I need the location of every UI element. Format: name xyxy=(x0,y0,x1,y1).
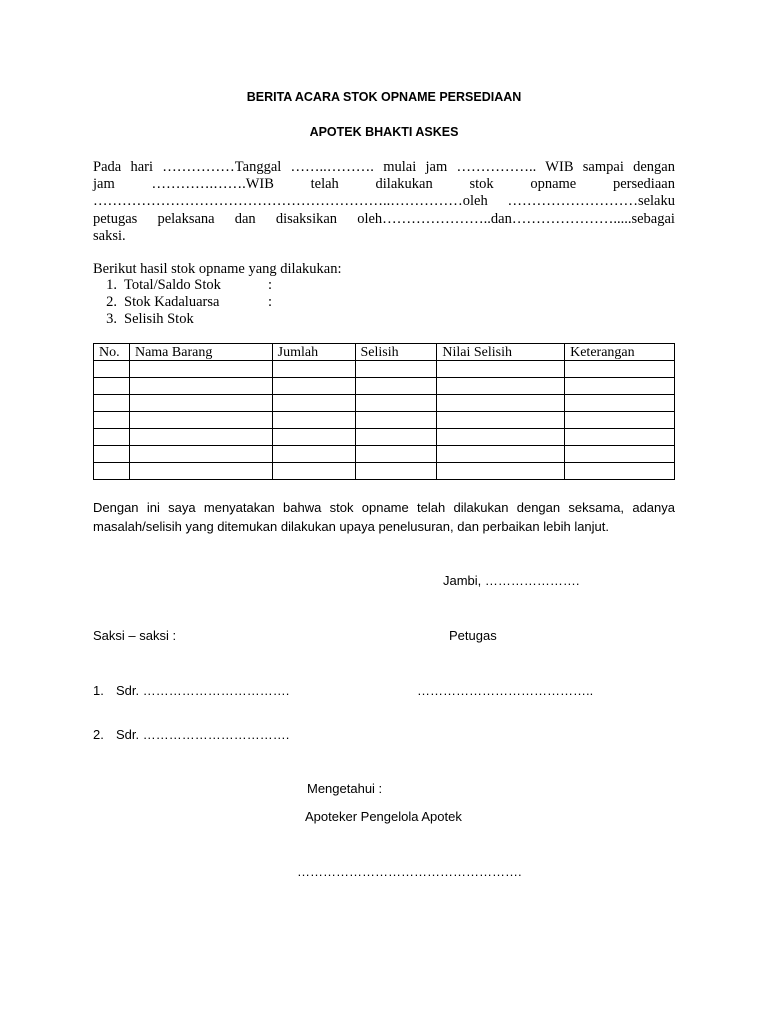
table-cell xyxy=(272,429,355,446)
results-item-stok-kadaluarsa xyxy=(93,294,272,311)
place-date: Jambi, …………………. xyxy=(443,573,580,588)
document-subtitle: APOTEK BHAKTI ASKES xyxy=(309,125,459,139)
table-cell xyxy=(565,463,675,480)
officer-label: Petugas xyxy=(449,628,497,643)
table-cell xyxy=(355,395,437,412)
table-cell xyxy=(129,446,272,463)
table-cell xyxy=(129,429,272,446)
witness-signature-line: Sdr. ……………………………. xyxy=(116,727,290,742)
column-header-keterangan: Keterangan xyxy=(565,344,675,361)
table-cell xyxy=(129,395,272,412)
intro-word: opname xyxy=(530,176,577,192)
table-row xyxy=(94,429,675,446)
witness-signature-line: Sdr. ……………………………. xyxy=(116,683,290,698)
intro-word: ………………………selaku xyxy=(507,193,675,209)
table-cell xyxy=(272,361,355,378)
intro-word: telah xyxy=(310,176,339,192)
table-cell xyxy=(565,429,675,446)
intro-line-1-text: Pada hari ……………Tanggal ……..………. mulai jam …………….. WIB sampai dengan xyxy=(93,159,675,175)
table-cell xyxy=(437,395,565,412)
column-header-no: No. xyxy=(94,344,130,361)
statement-line-1-text: Dengan ini saya menyatakan bahwa stok opname telah dilakukan dengan seksama, adanya xyxy=(93,500,675,515)
table-cell xyxy=(437,412,565,429)
table-cell xyxy=(272,395,355,412)
table-cell xyxy=(94,378,130,395)
table-cell xyxy=(129,378,272,395)
pharmacist-label: Apoteker Pengelola Apotek xyxy=(305,809,462,824)
intro-word: petugas xyxy=(93,211,138,227)
statement-line-2: masalah/selisih yang ditemukan dilakukan upaya penelusuran, dan perbaikan lebih lanjut. xyxy=(93,519,610,534)
list-label: Total/Saldo Stok xyxy=(124,277,221,293)
column-header-selisih: Selisih xyxy=(355,344,437,361)
witness-2 xyxy=(93,725,289,744)
list-colon: : xyxy=(268,294,273,310)
intro-word: disaksikan xyxy=(275,211,338,227)
table-header-row xyxy=(94,344,675,361)
intro-word: dan xyxy=(234,211,256,227)
table-cell xyxy=(355,446,437,463)
table-cell xyxy=(94,429,130,446)
intro-word: ……………………………………………………..……………oleh xyxy=(93,193,488,209)
intro-word: ………….…….WIB xyxy=(151,176,274,192)
intro-word: pelaksana xyxy=(157,211,215,227)
table-row xyxy=(94,463,675,480)
witnesses-label: Saksi – saksi : xyxy=(93,628,177,643)
intro-word: oleh…………………..dan………………….....sebagai xyxy=(357,211,675,227)
stock-table xyxy=(93,343,675,480)
results-item-selisih-stok xyxy=(93,311,268,328)
intro-line-4 xyxy=(93,211,675,228)
acknowledged-label: Mengetahui : xyxy=(307,781,383,796)
table-cell xyxy=(94,412,130,429)
table-row xyxy=(94,395,675,412)
intro-line-5: saksi. xyxy=(93,228,126,244)
list-number: 2. xyxy=(106,294,117,310)
table-row xyxy=(94,412,675,429)
list-label: Stok Kadaluarsa xyxy=(124,294,220,310)
results-heading: Berikut hasil stok opname yang dilakukan: xyxy=(93,261,342,277)
table-cell xyxy=(565,446,675,463)
statement-line-1 xyxy=(93,498,675,517)
intro-word: persediaan xyxy=(612,176,675,192)
intro-line-3 xyxy=(93,193,675,210)
table-cell xyxy=(355,429,437,446)
table-cell xyxy=(129,412,272,429)
witness-1 xyxy=(93,681,289,700)
intro-line-1 xyxy=(93,159,675,176)
table-row xyxy=(94,378,675,395)
table-cell xyxy=(355,412,437,429)
table-cell xyxy=(565,395,675,412)
table-cell xyxy=(565,361,675,378)
table-row xyxy=(94,361,675,378)
column-header-jumlah: Jumlah xyxy=(272,344,355,361)
table-cell xyxy=(129,361,272,378)
results-item-total-stok xyxy=(93,277,272,294)
column-header-nilai-selisih: Nilai Selisih xyxy=(437,344,565,361)
table-cell xyxy=(355,463,437,480)
table-cell xyxy=(437,463,565,480)
list-number: 3. xyxy=(106,311,117,327)
table-cell xyxy=(437,378,565,395)
table-cell xyxy=(355,378,437,395)
intro-line-2 xyxy=(93,176,675,193)
table-cell xyxy=(272,412,355,429)
table-cell xyxy=(355,361,437,378)
table-cell xyxy=(437,446,565,463)
table-cell xyxy=(437,429,565,446)
pharmacist-signature-line: ……………………………………………. xyxy=(297,864,522,879)
officer-signature-line: ………………………………….. xyxy=(417,683,594,698)
table-cell xyxy=(565,412,675,429)
table-cell xyxy=(272,463,355,480)
table-cell xyxy=(437,361,565,378)
list-number: 1. xyxy=(106,277,117,293)
table-cell xyxy=(94,395,130,412)
table-cell xyxy=(94,361,130,378)
witness-number: 1. xyxy=(93,683,104,698)
table-cell xyxy=(94,463,130,480)
document-title: BERITA ACARA STOK OPNAME PERSEDIAAN xyxy=(246,90,522,104)
table-cell xyxy=(272,378,355,395)
table-cell xyxy=(94,446,130,463)
column-header-nama-barang: Nama Barang xyxy=(129,344,272,361)
table-body xyxy=(94,361,675,480)
intro-word: dilakukan xyxy=(375,176,433,192)
list-colon: : xyxy=(268,277,273,293)
list-label: Selisih Stok xyxy=(124,311,194,327)
witness-number: 2. xyxy=(93,727,104,742)
intro-word: jam xyxy=(93,176,115,192)
intro-word: stok xyxy=(469,176,494,192)
table-row xyxy=(94,446,675,463)
table-cell xyxy=(129,463,272,480)
table-cell xyxy=(565,378,675,395)
table-cell xyxy=(272,446,355,463)
